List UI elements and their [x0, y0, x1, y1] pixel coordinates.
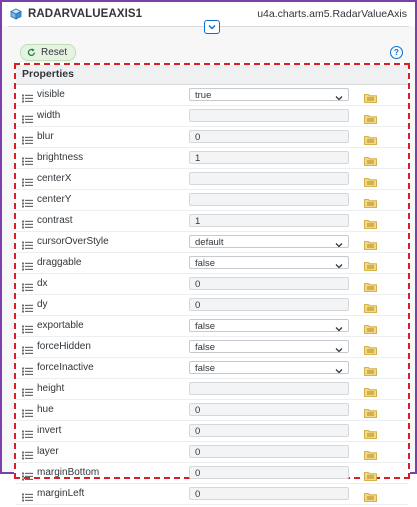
binding-folder-icon[interactable]	[364, 258, 377, 268]
binding-folder-icon[interactable]	[364, 90, 377, 100]
property-row-cursorOverStyle	[16, 232, 408, 253]
property-select[interactable]	[189, 361, 349, 374]
property-row-draggable	[16, 253, 408, 274]
property-value: false	[195, 321, 216, 332]
binding-folder-icon[interactable]	[364, 279, 377, 289]
property-row-visible	[16, 85, 408, 106]
property-icon	[22, 216, 33, 225]
property-value: 0	[195, 300, 201, 311]
property-value: 0	[195, 132, 201, 143]
properties-title: Properties	[16, 65, 408, 85]
property-value: default	[195, 237, 224, 248]
binding-folder-icon[interactable]	[364, 153, 377, 163]
property-label: cursorOverStyle	[37, 236, 109, 247]
property-row-width	[16, 106, 408, 127]
property-input[interactable]	[189, 403, 349, 416]
property-list	[16, 85, 408, 505]
chevron-down-icon	[335, 323, 343, 329]
property-label: blur	[37, 131, 54, 142]
binding-folder-icon[interactable]	[364, 321, 377, 331]
property-select[interactable]	[189, 235, 349, 248]
property-value: true	[195, 90, 212, 101]
property-row-forceInactive	[16, 358, 408, 379]
property-icon	[22, 132, 33, 141]
property-label: marginBottom	[37, 467, 100, 478]
binding-folder-icon[interactable]	[364, 363, 377, 373]
object-name: RADARVALUEAXIS1	[28, 8, 143, 20]
property-select[interactable]	[189, 340, 349, 353]
reset-button[interactable]	[20, 44, 76, 61]
property-input[interactable]	[189, 424, 349, 437]
property-label: centerX	[37, 173, 72, 184]
property-value: 0	[195, 468, 201, 479]
chevron-down-icon	[335, 92, 343, 98]
property-input[interactable]	[189, 382, 349, 395]
ui-object-icon	[10, 8, 22, 20]
chevron-down-icon	[335, 344, 343, 350]
binding-folder-icon[interactable]	[364, 384, 377, 394]
binding-folder-icon[interactable]	[364, 468, 377, 478]
binding-folder-icon[interactable]	[364, 405, 377, 415]
property-icon	[22, 342, 33, 351]
property-input[interactable]	[189, 277, 349, 290]
binding-folder-icon[interactable]	[364, 426, 377, 436]
properties-section	[14, 63, 410, 500]
property-value: 0	[195, 405, 201, 416]
property-input[interactable]	[189, 466, 349, 479]
property-icon	[22, 279, 33, 288]
property-row-brightness	[16, 148, 408, 169]
property-label: draggable	[37, 257, 82, 268]
property-icon	[22, 468, 33, 477]
property-icon	[22, 174, 33, 183]
property-icon	[22, 447, 33, 456]
property-icon	[22, 426, 33, 435]
binding-folder-icon[interactable]	[364, 111, 377, 121]
property-value: false	[195, 363, 216, 374]
property-icon	[22, 363, 33, 372]
property-row-marginLeft	[16, 484, 408, 505]
property-input[interactable]	[189, 172, 349, 185]
property-icon	[22, 489, 33, 498]
help-icon[interactable]: ?	[390, 46, 403, 59]
property-select[interactable]	[189, 319, 349, 332]
property-input[interactable]	[189, 298, 349, 311]
chevron-down-icon	[335, 365, 343, 371]
chevron-down-icon	[208, 24, 216, 30]
property-icon	[22, 237, 33, 246]
property-row-blur	[16, 127, 408, 148]
property-icon	[22, 195, 33, 204]
property-label: centerY	[37, 194, 72, 205]
binding-folder-icon[interactable]	[364, 447, 377, 457]
property-value: 1	[195, 216, 201, 227]
property-input[interactable]	[189, 445, 349, 458]
property-value: 1	[195, 153, 201, 164]
property-row-centerX	[16, 169, 408, 190]
property-row-dx	[16, 274, 408, 295]
chevron-down-icon	[335, 260, 343, 266]
property-icon	[22, 321, 33, 330]
binding-folder-icon[interactable]	[364, 174, 377, 184]
property-label: height	[37, 383, 65, 394]
binding-folder-icon[interactable]	[364, 237, 377, 247]
property-icon	[22, 258, 33, 267]
binding-folder-icon[interactable]	[364, 216, 377, 226]
binding-folder-icon[interactable]	[364, 132, 377, 142]
property-label: forceInactive	[37, 362, 94, 373]
collapse-button[interactable]	[204, 20, 220, 34]
property-label: hue	[37, 404, 54, 415]
property-row-hue	[16, 400, 408, 421]
property-icon	[22, 111, 33, 120]
property-value: 0	[195, 279, 201, 290]
property-input[interactable]	[189, 487, 349, 500]
property-icon	[22, 405, 33, 414]
property-label: invert	[37, 425, 62, 436]
reset-label: Reset	[41, 47, 68, 58]
property-label: width	[37, 110, 61, 121]
property-value: false	[195, 258, 216, 269]
property-row-invert	[16, 421, 408, 442]
property-row-exportable	[16, 316, 408, 337]
property-input[interactable]	[189, 130, 349, 143]
object-class: u4a.charts.am5.RadarValueAxis	[257, 8, 407, 20]
property-label: brightness	[37, 152, 84, 163]
property-label: forceHidden	[37, 341, 91, 352]
property-icon	[22, 384, 33, 393]
property-value: 0	[195, 426, 201, 437]
property-row-forceHidden	[16, 337, 408, 358]
reset-icon	[27, 48, 36, 57]
binding-folder-icon[interactable]	[364, 195, 377, 205]
property-input[interactable]	[189, 151, 349, 164]
property-select[interactable]	[189, 88, 349, 101]
property-input[interactable]	[189, 109, 349, 122]
property-row-layer	[16, 442, 408, 463]
property-label: visible	[37, 89, 65, 100]
property-icon	[22, 90, 33, 99]
property-row-centerY	[16, 190, 408, 211]
binding-folder-icon[interactable]	[364, 489, 377, 499]
property-value: 0	[195, 447, 201, 458]
property-row-height	[16, 379, 408, 400]
property-input[interactable]	[189, 193, 349, 206]
property-icon	[22, 300, 33, 309]
property-icon	[22, 153, 33, 162]
property-row-dy	[16, 295, 408, 316]
property-label: exportable	[37, 320, 84, 331]
property-row-marginBottom	[16, 463, 408, 484]
property-select[interactable]	[189, 256, 349, 269]
binding-folder-icon[interactable]	[364, 300, 377, 310]
property-input[interactable]	[189, 214, 349, 227]
property-label: contrast	[37, 215, 73, 226]
property-label: layer	[37, 446, 59, 457]
property-label: dy	[37, 299, 48, 310]
property-value: false	[195, 342, 216, 353]
binding-folder-icon[interactable]	[364, 342, 377, 352]
property-label: dx	[37, 278, 48, 289]
chevron-down-icon	[335, 239, 343, 245]
property-label: marginLeft	[37, 488, 85, 499]
property-row-contrast	[16, 211, 408, 232]
property-value: 0	[195, 489, 201, 500]
